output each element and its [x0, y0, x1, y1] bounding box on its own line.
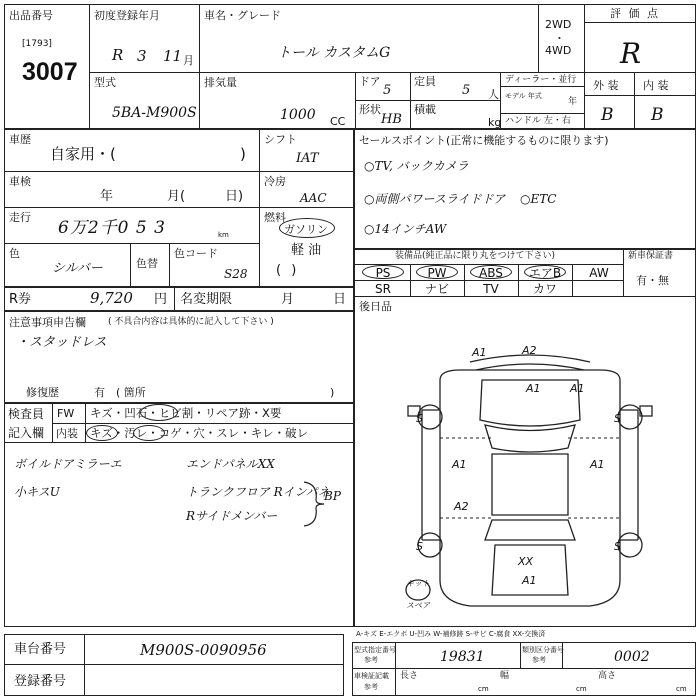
equipment-item: TV: [483, 282, 499, 296]
lot-sub: [1793]: [22, 39, 52, 49]
damage-mark: S: [614, 540, 621, 553]
damage-mark: A1: [472, 346, 487, 359]
repair-close: ): [330, 386, 335, 399]
notes-sub: ( 不具合内容は具体的に記入して下さい ): [108, 317, 274, 327]
color-code-value: S28: [224, 267, 248, 281]
damage-mark: S: [614, 412, 621, 425]
name-label: 車名・グレード: [204, 9, 281, 22]
notes-value: ・スタッドレス: [16, 335, 107, 350]
remark-right2b: BP: [324, 489, 341, 503]
reg-label: 登録番号: [14, 674, 67, 689]
class-sub: 参考: [532, 656, 546, 664]
model-cert-label: 型式指定番号: [354, 646, 396, 654]
first-reg-label: 初度登録年月: [94, 9, 160, 22]
damage-mark: A2: [454, 500, 469, 513]
shift-label: シフト: [264, 133, 297, 146]
recycle-label: R券: [9, 292, 32, 307]
fuel-gas-circle: [279, 218, 335, 238]
history-close: ): [240, 145, 246, 163]
history-label: 車歴: [9, 133, 31, 146]
damage-mark: A1: [570, 382, 585, 395]
model-year-unit: 年: [568, 97, 578, 107]
title-change-month: 月: [281, 292, 295, 307]
equipment-item: AW: [589, 266, 609, 280]
sales-line3: ○14インチAW: [364, 222, 447, 236]
repair-label: 修復歴: [26, 386, 59, 399]
height-cm: cm: [676, 685, 687, 693]
int-label: 内装: [56, 427, 78, 440]
equipment-item-circle: [416, 265, 458, 279]
displacement-label: 排気量: [204, 76, 237, 89]
length-label: 長さ: [400, 671, 419, 681]
model-year-label: モデル 年式: [505, 92, 542, 100]
drive-4wd: 4WD: [545, 44, 572, 57]
mileage-unit: km: [218, 231, 229, 239]
displacement-value: 1000: [280, 107, 316, 123]
first-reg-month-unit: 月: [183, 54, 194, 67]
class-value: 0002: [614, 649, 650, 665]
new-warranty-value: 有・無: [636, 274, 669, 287]
remark-brace: [300, 478, 330, 528]
equipment-item: ABS: [479, 266, 503, 280]
damage-mark: A1: [590, 458, 605, 471]
recycle-box: [4, 287, 354, 311]
equipment-divider: [464, 264, 465, 297]
displacement-unit: CC: [330, 115, 346, 128]
model-cert-sub: 参考: [364, 656, 378, 664]
chassis-label: 車台番号: [14, 642, 67, 657]
dealer-label: ディーラー・並行: [505, 75, 577, 85]
fuel-label: 燃料: [264, 211, 286, 224]
inspector-label1: 検査員: [8, 407, 45, 421]
title-change-day: 日: [333, 292, 347, 307]
sales-line1: ○TV, バックカメラ: [364, 159, 469, 173]
interior-label: 内 装: [643, 79, 669, 92]
class-label: 類別区分番号: [522, 646, 564, 654]
history-value: 自家用・(: [50, 145, 116, 163]
damage-mark: S: [416, 412, 423, 425]
length-cm: cm: [478, 685, 489, 693]
repair-paren: ( 箇所: [116, 386, 146, 399]
capacity-label: 定員: [414, 75, 436, 88]
first-reg-year: 3: [137, 47, 147, 65]
ac-value: AAC: [300, 191, 327, 205]
sales-label: セールスポイント(正常に機能するものに限ります): [359, 134, 609, 147]
equipment-item: ナビ: [424, 282, 449, 296]
handle-label: ハンドル 左・右: [505, 116, 571, 126]
ac-label: 冷房: [264, 175, 286, 188]
equipment-divider: [572, 264, 573, 297]
equipment-divider: [518, 264, 519, 297]
fw-label: FW: [57, 407, 75, 420]
shape-value: HB: [381, 112, 402, 127]
exterior-value: B: [601, 105, 614, 125]
lot-label: 出品番号: [9, 9, 53, 22]
damage-mark: S: [416, 540, 423, 553]
damage-mark: A1: [526, 382, 541, 395]
damage-mark: XX: [518, 555, 534, 568]
int-circle-1: [86, 425, 118, 441]
color-value: シルバー: [52, 261, 103, 276]
sales-line2b: ○ETC: [520, 192, 557, 206]
doors-value: 5: [383, 83, 392, 98]
mileage-value: 6万2千0 5 3: [58, 218, 166, 238]
remark-left2: 小キスU: [14, 485, 60, 499]
fuel-diesel: 軽 油: [291, 243, 322, 258]
color-label: 色: [9, 247, 20, 260]
drive-2wd: 2WD: [545, 18, 572, 31]
shift-value: IAT: [296, 151, 319, 166]
remark-left1: ボイルドアミラーエ: [14, 457, 122, 471]
dims-label: 車検証記載: [354, 672, 389, 680]
equipment-item: PW: [427, 266, 447, 280]
height-label: 高さ: [598, 671, 617, 681]
equipment-item: PS: [375, 266, 391, 280]
width-label: 幅: [500, 671, 510, 681]
drive-dot: ・: [554, 32, 565, 45]
equipment-divider: [410, 264, 411, 297]
model-cert-value: 19831: [440, 649, 485, 665]
first-reg-month: 11: [163, 47, 183, 65]
remark-right1: エンドパネルXX: [186, 457, 275, 471]
int-circle-2: [133, 425, 165, 441]
remark-right3: Rサイドメンバー: [186, 509, 278, 523]
damage-mark: A2: [522, 344, 537, 357]
eval-label: 評 価 点: [610, 7, 660, 20]
notes-label: 注意事項申告欄: [9, 316, 86, 329]
sales-line2: ○両側パワースライドドア: [364, 192, 506, 206]
interior-value: B: [651, 105, 664, 125]
inspection-day: 日): [225, 189, 244, 204]
damage-mark: A1: [522, 574, 537, 587]
recycle-unit: 円: [154, 292, 168, 307]
load-label: 積載: [414, 103, 436, 116]
inspector-label2: 記入欄: [8, 426, 45, 440]
after-label: 後日品: [359, 300, 392, 313]
first-reg-era: R: [112, 46, 124, 64]
int-text: キズ・汚レ・コゲ・穴・スレ・キレ・破レ: [90, 426, 309, 440]
shape-label: 形状: [359, 103, 381, 116]
equipment-item: エアB: [528, 266, 562, 280]
dims-sub: 参考: [364, 683, 378, 691]
equipment-item: カワ: [532, 282, 557, 296]
repair-value: 有: [94, 386, 105, 399]
capacity-unit: 人: [488, 88, 499, 101]
equipment-label: 装備品(純正品に限り丸をつけて下さい): [395, 251, 556, 261]
fw-text: キズ・凹石・ヒビ割・リペア跡・X要: [90, 406, 282, 420]
repaint-label: 色替: [136, 257, 158, 270]
mileage-label: 走行: [9, 211, 31, 224]
inspection-label: 車検: [9, 175, 31, 188]
car-damage-diagram: [400, 340, 660, 630]
model-label: 型式: [94, 76, 116, 89]
equipment-item: SR: [375, 282, 391, 296]
title-change-label: 名変期限: [180, 292, 233, 307]
model-value: 5BA-M900S: [112, 105, 197, 121]
fw-circle: [140, 404, 178, 421]
exterior-label: 外 装: [593, 79, 619, 92]
recycle-value: 9,720: [90, 289, 133, 307]
inspection-year: 年: [100, 189, 114, 204]
width-cm: cm: [576, 685, 587, 693]
legend: A-キズ E-エクボ U-凹み W-補修跡 S-サビ C-腐食 XX-交換済: [356, 630, 546, 638]
inspection-month: 月(: [167, 189, 186, 204]
new-warranty-label: 新車保証書: [628, 251, 674, 261]
damage-mark: A1: [452, 458, 467, 471]
doors-label: ドア: [359, 75, 381, 88]
eval-value: R: [620, 37, 642, 70]
equipment-item-circle: [524, 265, 566, 279]
damage-mark: スペア: [406, 601, 430, 610]
equipment-item-circle: [362, 265, 404, 279]
chassis-value: M900S-0090956: [140, 641, 267, 659]
fuel-gas: ガソリン: [284, 223, 328, 236]
capacity-value: 5: [462, 83, 471, 98]
equipment-item-circle: [470, 265, 512, 279]
lot-number: 3007: [22, 58, 78, 86]
fuel-paren: ( ): [276, 263, 300, 278]
color-code-label: 色コード: [174, 247, 218, 260]
remark-right2: トランクフロア Rインパネ: [186, 485, 330, 499]
load-unit: kg: [488, 116, 502, 129]
damage-mark: キット: [406, 579, 430, 588]
name-value: トール カスタムG: [277, 45, 391, 61]
